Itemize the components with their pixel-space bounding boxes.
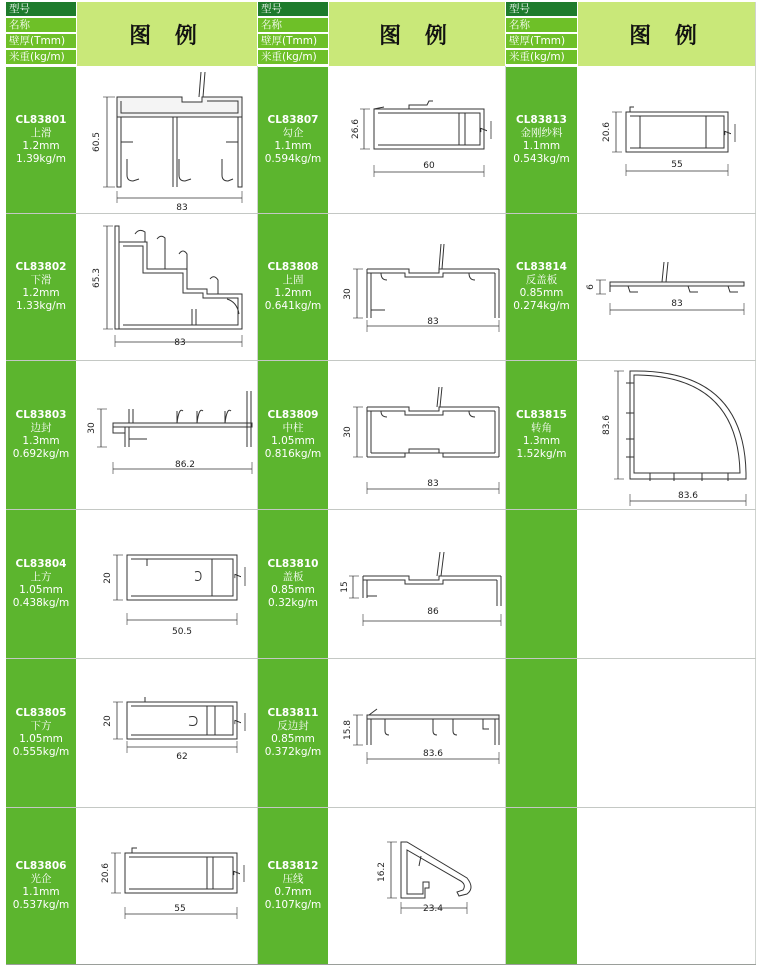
wall-thickness: 1.05mm	[19, 584, 63, 596]
profile-drawing-cl83810	[329, 510, 505, 658]
product-info-cell	[6, 510, 76, 658]
meter-weight: 0.438kg/m	[12, 597, 70, 609]
dimension-label: 60	[423, 161, 435, 171]
profile-drawing-cl83802	[77, 214, 257, 360]
product-info-cell	[258, 808, 328, 964]
meter-weight: 0.372kg/m	[264, 746, 322, 758]
product-info-cell	[506, 67, 577, 213]
dimension-label: 83	[174, 338, 186, 348]
product-name: 上固	[282, 274, 304, 286]
dimension-label: 30	[343, 426, 353, 438]
wall-thickness: 1.1mm	[22, 886, 60, 898]
profile-drawing-cl83815	[578, 361, 755, 509]
product-info-cell	[6, 361, 76, 509]
product-name: 上滑	[30, 127, 52, 139]
product-info-cell	[6, 659, 76, 807]
profile-drawing-cl83804	[77, 510, 257, 658]
product-name: 下方	[30, 720, 52, 732]
product-info-cell	[6, 67, 76, 213]
product-name: 边封	[30, 422, 52, 434]
empty-info-cell	[506, 808, 577, 964]
wall-thickness: 1.2mm	[274, 287, 312, 299]
dimension-label: 65.3	[92, 267, 102, 289]
meter-weight: 1.52kg/m	[516, 448, 567, 460]
profile-drawing-cl83812	[329, 808, 505, 964]
product-code: CL83813	[516, 114, 567, 126]
wall-thickness: 1.1mm	[274, 140, 312, 152]
header-labels-col1	[6, 2, 76, 66]
dimension-label: 7	[234, 573, 244, 579]
header-label-thickness: 壁厚(Tmm)	[258, 34, 328, 49]
dimension-label: 62	[176, 752, 188, 762]
product-info-cell	[506, 214, 577, 360]
profile-drawing-cl83813	[578, 67, 755, 213]
product-info-cell	[6, 808, 76, 964]
empty-info-cell	[506, 659, 577, 807]
meter-weight: 0.816kg/m	[264, 448, 322, 460]
dimension-label: 86.2	[174, 460, 196, 470]
product-code: CL83805	[15, 707, 67, 719]
product-name: 中柱	[282, 422, 304, 434]
product-info-cell	[258, 214, 328, 360]
wall-thickness: 1.2mm	[22, 287, 60, 299]
wall-thickness: 1.3mm	[522, 435, 561, 447]
dimension-label: 16.2	[377, 861, 387, 883]
dimension-label: 50.5	[171, 627, 193, 637]
product-code: CL83814	[516, 261, 567, 273]
dimension-label: 15	[340, 581, 350, 593]
header-label-model: 型号	[258, 2, 328, 17]
dimension-label: 55	[671, 160, 683, 170]
profile-drawing-cl83807	[329, 67, 505, 213]
dimension-label: 7	[724, 130, 734, 136]
dimension-label: 83.6	[602, 414, 612, 436]
header-figure-title-col1: 图 例	[77, 2, 257, 66]
profile-drawing-cl83806	[77, 808, 257, 964]
header-label-name: 名称	[6, 18, 76, 33]
dimension-label: 7	[234, 719, 244, 725]
wall-thickness: 1.05mm	[19, 733, 63, 745]
dimension-label: 15.8	[343, 719, 353, 741]
profile-drawing-cl83809	[329, 361, 505, 509]
meter-weight: 0.537kg/m	[12, 899, 70, 911]
dimension-label: 20.6	[101, 862, 111, 884]
empty-info-cell	[506, 510, 577, 658]
dimension-label: 60.5	[92, 131, 102, 153]
header-label-thickness: 壁厚(Tmm)	[6, 34, 76, 49]
product-name: 金刚纱料	[520, 127, 563, 139]
product-name: 下滑	[30, 274, 52, 286]
dimension-label: 83	[427, 479, 439, 489]
header-label-name: 名称	[258, 18, 328, 33]
product-name: 转角	[531, 422, 552, 434]
dimension-label: 30	[87, 422, 97, 434]
product-code: CL83812	[267, 860, 319, 872]
product-info-cell	[258, 361, 328, 509]
meter-weight: 0.107kg/m	[264, 899, 322, 911]
dimension-label: 20.6	[602, 121, 612, 143]
header-labels-col2	[258, 2, 328, 66]
column-divider	[505, 66, 506, 964]
header-label-thickness: 壁厚(Tmm)	[506, 34, 577, 49]
wall-thickness: 1.1mm	[522, 140, 561, 152]
header-figure-title-col3: 图 例	[578, 2, 756, 66]
column-divider	[257, 66, 258, 964]
meter-weight: 0.594kg/m	[264, 153, 322, 165]
meter-weight: 0.32kg/m	[268, 597, 318, 609]
wall-thickness: 0.85mm	[271, 584, 315, 596]
product-code: CL83803	[15, 409, 67, 421]
dimension-label: 7	[233, 870, 243, 876]
dimension-label: 20	[103, 572, 113, 584]
wall-thickness: 1.2mm	[22, 140, 60, 152]
header-label-model: 型号	[6, 2, 76, 17]
product-info-cell	[258, 510, 328, 658]
product-name: 光企	[30, 873, 52, 885]
product-code: CL83809	[267, 409, 319, 421]
profile-drawing-cl83803	[77, 361, 257, 509]
header-label-weight: 米重(kg/m)	[506, 50, 577, 65]
product-code: CL83808	[267, 261, 319, 273]
wall-thickness: 1.05mm	[271, 435, 315, 447]
wall-thickness: 0.85mm	[271, 733, 315, 745]
dimension-label: 83.6	[677, 491, 699, 501]
header-label-name: 名称	[506, 18, 577, 33]
product-code: CL83811	[267, 707, 319, 719]
product-info-cell	[258, 67, 328, 213]
product-code: CL83801	[15, 114, 67, 126]
header-label-weight: 米重(kg/m)	[6, 50, 76, 65]
product-name: 反边封	[277, 720, 309, 732]
wall-thickness: 0.7mm	[274, 886, 312, 898]
header-label-weight: 米重(kg/m)	[258, 50, 328, 65]
dimension-label: 30	[343, 288, 353, 300]
meter-weight: 0.641kg/m	[264, 300, 322, 312]
product-code: CL83810	[267, 558, 319, 570]
dimension-label: 20	[103, 715, 113, 727]
dimension-label: 83	[427, 317, 439, 327]
header-labels-col3	[506, 2, 577, 66]
profile-drawing-cl83811	[329, 659, 505, 807]
meter-weight: 0.692kg/m	[12, 448, 70, 460]
product-code: CL83806	[15, 860, 67, 872]
meter-weight: 1.39kg/m	[16, 153, 66, 165]
wall-thickness: 1.3mm	[22, 435, 60, 447]
product-name: 反盖板	[525, 274, 558, 286]
meter-weight: 1.33kg/m	[16, 300, 66, 312]
table-border-bottom	[6, 964, 756, 965]
header-label-model: 型号	[506, 2, 577, 17]
dimension-label: 26.6	[351, 118, 361, 140]
profile-catalog-table	[6, 2, 756, 970]
product-name: 勾企	[282, 127, 304, 139]
profile-drawing-cl83801	[77, 67, 257, 213]
dimension-label: 83.6	[422, 749, 444, 759]
table-border-right	[755, 2, 756, 964]
dimension-label: 86	[427, 607, 439, 617]
meter-weight: 0.555kg/m	[12, 746, 70, 758]
product-name: 压线	[282, 873, 304, 885]
meter-weight: 0.543kg/m	[513, 153, 570, 165]
header-figure-title-col2: 图 例	[329, 2, 505, 66]
product-info-cell	[6, 214, 76, 360]
dimension-label: 6	[586, 284, 596, 290]
product-info-cell	[258, 659, 328, 807]
product-code: CL83802	[15, 261, 67, 273]
product-code: CL83807	[267, 114, 319, 126]
product-name: 盖板	[282, 571, 304, 583]
dimension-label: 23.4	[422, 904, 444, 914]
wall-thickness: 0.85mm	[519, 287, 564, 299]
product-name: 上方	[30, 571, 52, 583]
profile-drawing-cl83808	[329, 214, 505, 360]
dimension-label: 83	[176, 203, 188, 213]
dimension-label: 83	[671, 299, 683, 309]
dimension-label: 7	[480, 127, 490, 133]
product-code: CL83815	[516, 409, 567, 421]
dimension-label: 55	[174, 904, 186, 914]
profile-drawing-cl83814	[578, 214, 755, 360]
product-code: CL83804	[15, 558, 67, 570]
meter-weight: 0.274kg/m	[513, 300, 570, 312]
product-info-cell	[506, 361, 577, 509]
profile-drawing-cl83805	[77, 659, 257, 807]
